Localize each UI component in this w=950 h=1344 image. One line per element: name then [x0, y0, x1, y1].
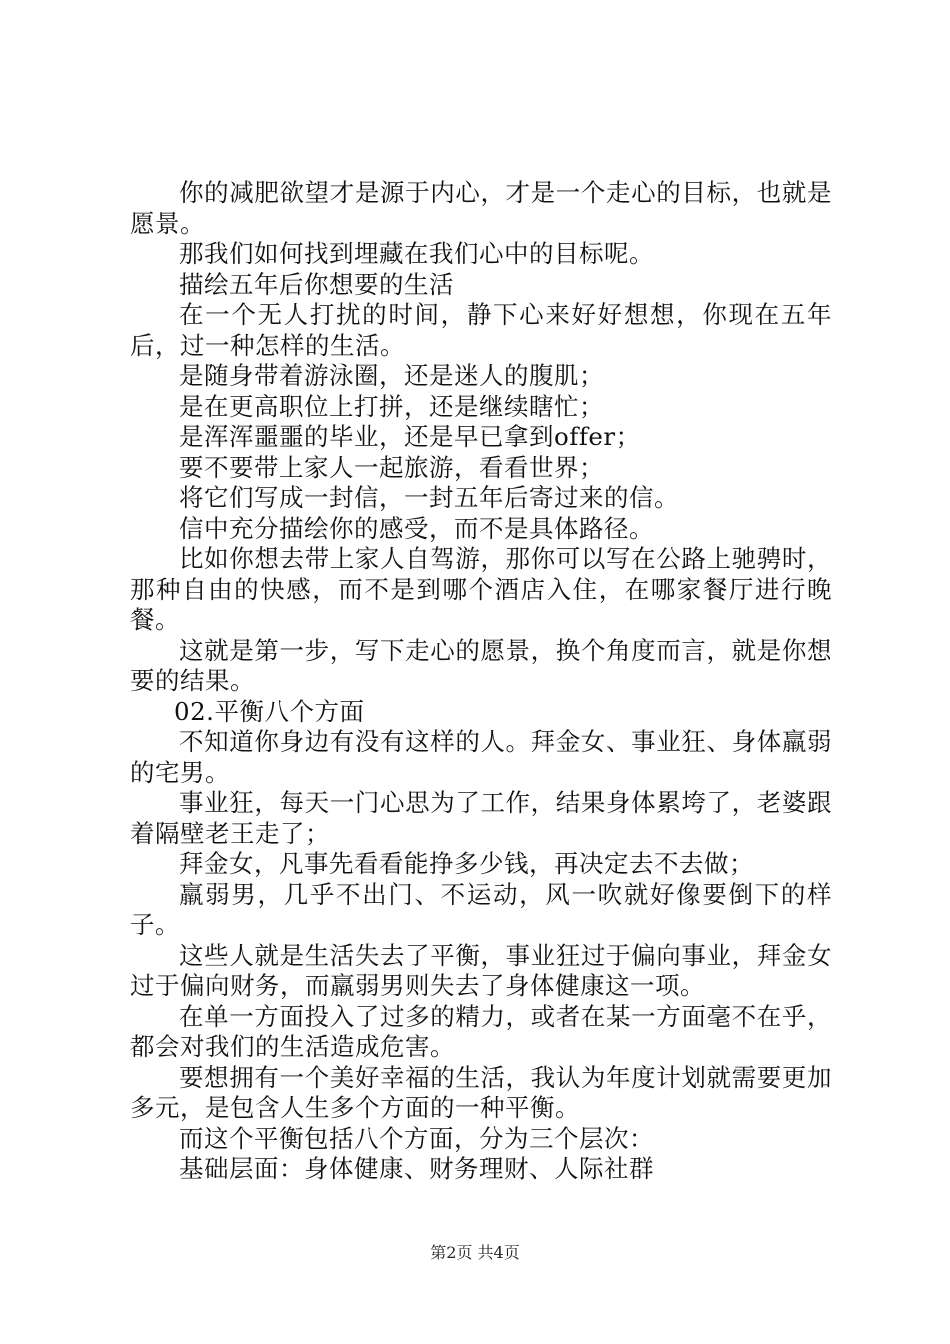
- paragraph: 是浑浑噩噩的毕业，还是早已拿到offer；: [179, 422, 641, 451]
- paragraph: 在一个无人打扰的时间，静下心来好好想想，你现在五年后，过一种怎样的生活。: [130, 300, 832, 360]
- paragraph: 是随身带着游泳圈，还是迷人的腹肌；: [179, 361, 604, 390]
- paragraph: 要想拥有一个美好幸福的生活，我认为年度计划就需要更加多元，是包含人生多个方面的一种平衡。: [130, 1062, 832, 1122]
- paragraph: 要不要带上家人一起旅游，看看世界；: [179, 452, 604, 482]
- paragraph: 基础层面：身体健康、财务理财、人际社群: [179, 1154, 654, 1183]
- page-footer: 第2页 共4页: [430, 1243, 520, 1262]
- paragraph: 信中充分描绘你的感受，而不是具体路径。: [179, 513, 654, 543]
- paragraph: 事业狂，每天一门心思为了工作，结果身体累垮了，老婆跟着隔壁老王走了；: [130, 788, 832, 848]
- paragraph: 拜金女，凡事先看看能挣多少钱，再决定去不去做；: [179, 849, 754, 878]
- paragraph: 羸弱男，几乎不出门、不运动，风一吹就好像要倒下的样子。: [130, 879, 832, 939]
- section-heading: 02.平衡八个方面: [174, 696, 365, 726]
- paragraph: 是在更高职位上打拼，还是继续瞎忙；: [179, 391, 604, 421]
- paragraph: 而这个平衡包括八个方面，分为三个层次：: [179, 1123, 654, 1153]
- paragraph: 这些人就是生活失去了平衡，事业狂过于偏向事业，拜金女过于偏向财务，而羸弱男则失去了身体健康这一项。: [130, 940, 832, 1000]
- paragraph: 不知道你身边有没有这样的人。拜金女、事业狂、身体羸弱的宅男。: [130, 727, 832, 787]
- paragraph: 在单一方面投入了过多的精力，或者在某一方面毫不在乎，都会对我们的生活造成危害。: [130, 1001, 832, 1061]
- paragraph: 比如你想去带上家人自驾游，那你可以写在公路上驰骋时，那种自由的快感，而不是到哪个酒店入住，在哪家餐厅进行晚餐。: [130, 544, 832, 634]
- paragraph: 你的减肥欲望才是源于内心，才是一个走心的目标，也就是愿景。: [130, 178, 832, 238]
- section-subtitle: 描绘五年后你想要的生活: [179, 269, 454, 299]
- paragraph: 将它们写成一封信，一封五年后寄过来的信。: [179, 483, 679, 512]
- document-body: [130, 178, 832, 1185]
- paragraph: 那我们如何找到埋藏在我们心中的目标呢。: [179, 239, 654, 268]
- paragraph: 这就是第一步，写下走心的愿景，换个角度而言，就是你想要的结果。: [130, 635, 832, 695]
